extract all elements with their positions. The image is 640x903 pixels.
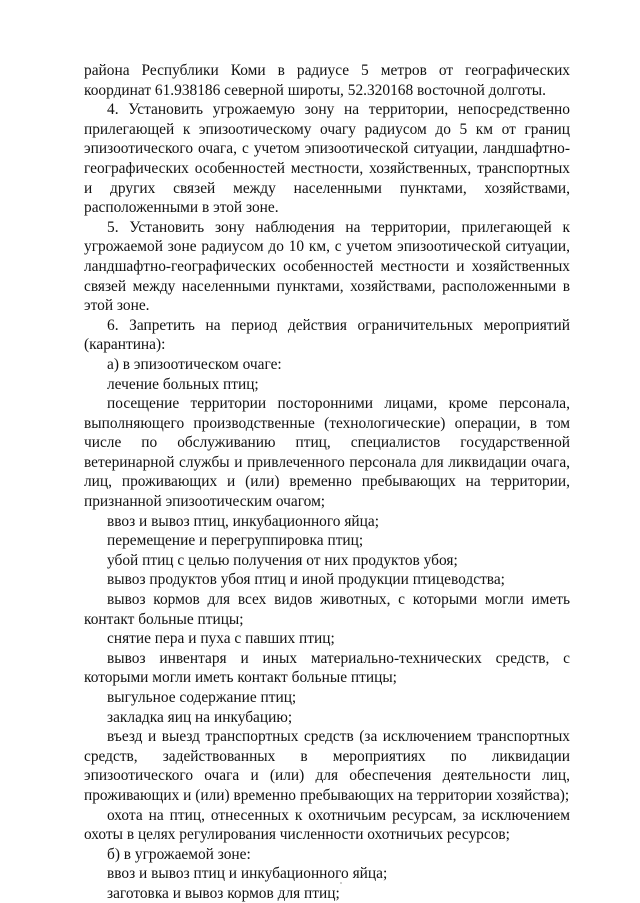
subheading-threatened-zone: б) в угрожаемой зоне: bbox=[107, 845, 251, 863]
list-item: снятие пера и пуха с павших птиц; bbox=[107, 630, 335, 648]
paragraph-item-6: 6. Запретить на период действия ограничительных мероприятий (карантина): bbox=[84, 316, 570, 354]
list-item: заготовка и вывоз кормов для птиц; bbox=[107, 884, 340, 902]
list-item: вывоз продуктов убоя птиц и иной продукции птицеводства; bbox=[107, 571, 505, 589]
paragraph-item-4: 4. Установить угрожаемую зону на территории, непосредственно прилегающей к эпизоотическому очагу радиусом до 5 км от границ эпизоотического очага, с учетом эпизоотической ситуации, ландшафтно-географических особенностей местности, хозяйственных, транспортных и других связей между населенными пунктами, хозяйствами, расположенными в этой зоне. bbox=[84, 101, 570, 217]
paragraph-continuation: района Республики Коми в радиусе 5 метров от географических координат 61.938186 северной широты, 52.320168 восточной долготы. bbox=[84, 62, 570, 99]
scan-speck bbox=[340, 882, 342, 884]
list-item: ввоз и вывоз птиц, инкубационного яйца; bbox=[107, 512, 380, 530]
list-item: лечение больных птиц; bbox=[107, 375, 259, 393]
list-item: ввоз и вывоз птиц и инкубационного яйца; bbox=[107, 865, 388, 883]
list-item: вывоз инвентаря и иных материально-технических средств, с которыми могли иметь контакт больные птицы; bbox=[84, 649, 570, 687]
list-item: охота на птиц, отнесенных к охотничьим ресурсам, за исключением охоты в целях регулирования численности охотничьих ресурсов; bbox=[84, 806, 570, 844]
subheading-episootic-focus: а) в эпизоотическом очаге: bbox=[107, 355, 282, 373]
list-item: посещение территории посторонними лицами, кроме персонала, выполняющего производственные (технологические) операции, в том числе по обслуживанию птиц, специалистов государственной ветеринарной службы и привлеченного персонала для ликвидации очага, лиц, проживающих и (или) временно пребывающих на территории, признанной эпизоотическим очагом; bbox=[84, 395, 570, 511]
paragraph-item-5: 5. Установить зону наблюдения на территории, прилегающей к угрожаемой зоне радиусом до 10 км, с учетом эпизоотической ситуации, ландшафтно-географических особенностей местности и хозяйственных связей между населенными пунктами, хозяйствами, расположенными в этой зоне. bbox=[84, 218, 570, 315]
list-item: перемещение и перегруппировка птиц; bbox=[107, 532, 364, 550]
list-item: вывоз кормов для всех видов животных, с которыми могли иметь контакт больные птицы; bbox=[84, 591, 570, 628]
document-body bbox=[84, 61, 570, 903]
list-item: выгульное содержание птиц; bbox=[107, 689, 297, 706]
list-item: закладка яиц на инкубацию; bbox=[107, 708, 293, 726]
list-item: убой птиц с целью получения от них продуктов убоя; bbox=[107, 551, 458, 569]
list-item: въезд и выезд транспортных средств (за исключением транспортных средств, задействованных в мероприятиях по ликвидации эпизоотического очага и (или) для обеспечения деятельности лиц, проживающих и (или) временно пребывающих на территории хозяйства); bbox=[84, 728, 570, 804]
